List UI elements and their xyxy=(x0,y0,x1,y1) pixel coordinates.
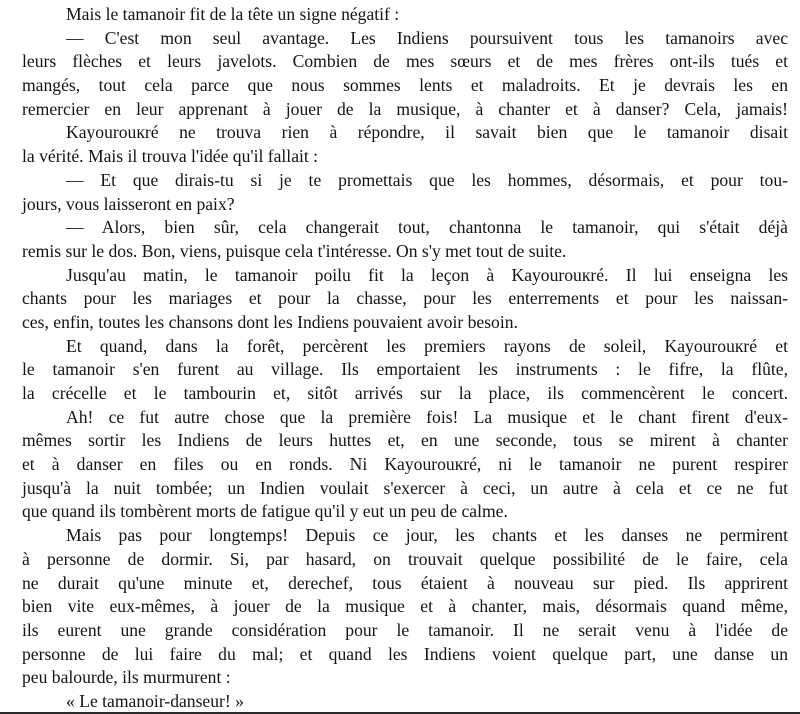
text-line: mêmes sortir les Indiens de leurs huttes et, en une seconde, tous se mirent à chanter xyxy=(22,430,788,451)
text-line: bien vite eux-mêmes, à jouer de la musique et à chanter, mais, désormais quand même, xyxy=(22,596,788,617)
text-line: peu balourde, ils murmurent : xyxy=(22,667,231,688)
text-line: remis sur le dos. Bon, viens, puisque cela t'intéresse. On s'y met tout de suite. xyxy=(22,240,567,261)
text-line: Mais pas pour longtemps! Depuis ce jour, les chants et les danses ne permirent xyxy=(66,525,788,546)
text-line: Mais le tamanoir fit de la tête un signe négatif : xyxy=(66,4,400,24)
text-line: mangés, tout cela parce que nous sommes lents et maladroits. Et je devrais les en xyxy=(22,75,788,96)
text-line: leurs flèches et leurs javelots. Combien de mes sœurs et de mes frères ont-ils tués et xyxy=(22,51,788,72)
text-line: remercier en leur apprenant à jouer de la musique, à chanter et à danser? Cela, jamais! xyxy=(22,98,788,119)
text-line: Et quand, dans la forêt, percèrent les premiers rayons de soleil, Kayourouкré et xyxy=(66,335,788,356)
text-line: et à danser en files ou en ronds. Ni Kayourouкré, ni le tamanoir ne purent respirer xyxy=(22,454,788,475)
text-line: Kayourouкré ne trouva rien à répondre, il savait bien que le tamanoir disait xyxy=(66,122,788,143)
document-page xyxy=(22,0,788,714)
text-line: — Et que dirais-tu si je te promettais que les hommes, désormais, et pour tou- xyxy=(66,169,788,190)
text-line: chants pour les mariages et pour la chasse, pour les enterrements et pour les naissan- xyxy=(22,288,788,309)
text-line: — C'est mon seul avantage. Les Indiens poursuivent tous les tamanoirs avec xyxy=(66,27,788,48)
text-line: ne durait qu'une minute et, derechef, tous étaient à nouveau sur pied. Ils apprirent xyxy=(22,572,788,593)
text-line: à personne de dormir. Si, par hasard, on trouvait quelque possibilité de le faire, cela xyxy=(22,548,788,569)
text-line: jours, vous laisseront en paix? xyxy=(22,193,235,214)
text-line: — Alors, bien sûr, cela changerait tout, chantonna le tamanoir, qui s'était déjà xyxy=(66,217,788,238)
text-line: la vérité. Mais il trouva l'idée qu'il fallait : xyxy=(22,146,319,167)
text-line: Ah! ce fut autre chose que la première fois! La musique et le chant firent d'eux- xyxy=(66,406,788,427)
text-line: personne de lui faire du mal; et quand les Indiens voient quelque part, une danse un xyxy=(22,643,788,664)
text-line: « Le tamanoir-danseur! » xyxy=(66,690,244,711)
text-line: que quand ils tombèrent morts de fatigue qu'il y eut un peu de calme. xyxy=(22,501,508,522)
text-line: la crécelle et le tambourin et, sitôt arrivés sur la place, ils commencèrent le concert. xyxy=(22,383,788,403)
text-line: le tamanoir s'en furent au village. Ils emportaient les instruments : le fifre, la flûte, xyxy=(22,359,788,380)
text-line: ces, enfin, toutes les chansons dont les Indiens pouvaient avoir besoin. xyxy=(22,311,518,332)
text-line: ils eurent une grande considération pour le tamanoir. Il ne serait venu à l'idée de xyxy=(22,619,788,640)
text-line: Jusqu'au matin, le tamanoir poilu fit la leçon à Kayourouкré. Il lui enseigna les xyxy=(66,264,788,285)
text-line: jusqu'à la nuit tombée; un Indien voulait s'exercer à ceci, un autre à cela et ce ne fut xyxy=(22,477,788,498)
